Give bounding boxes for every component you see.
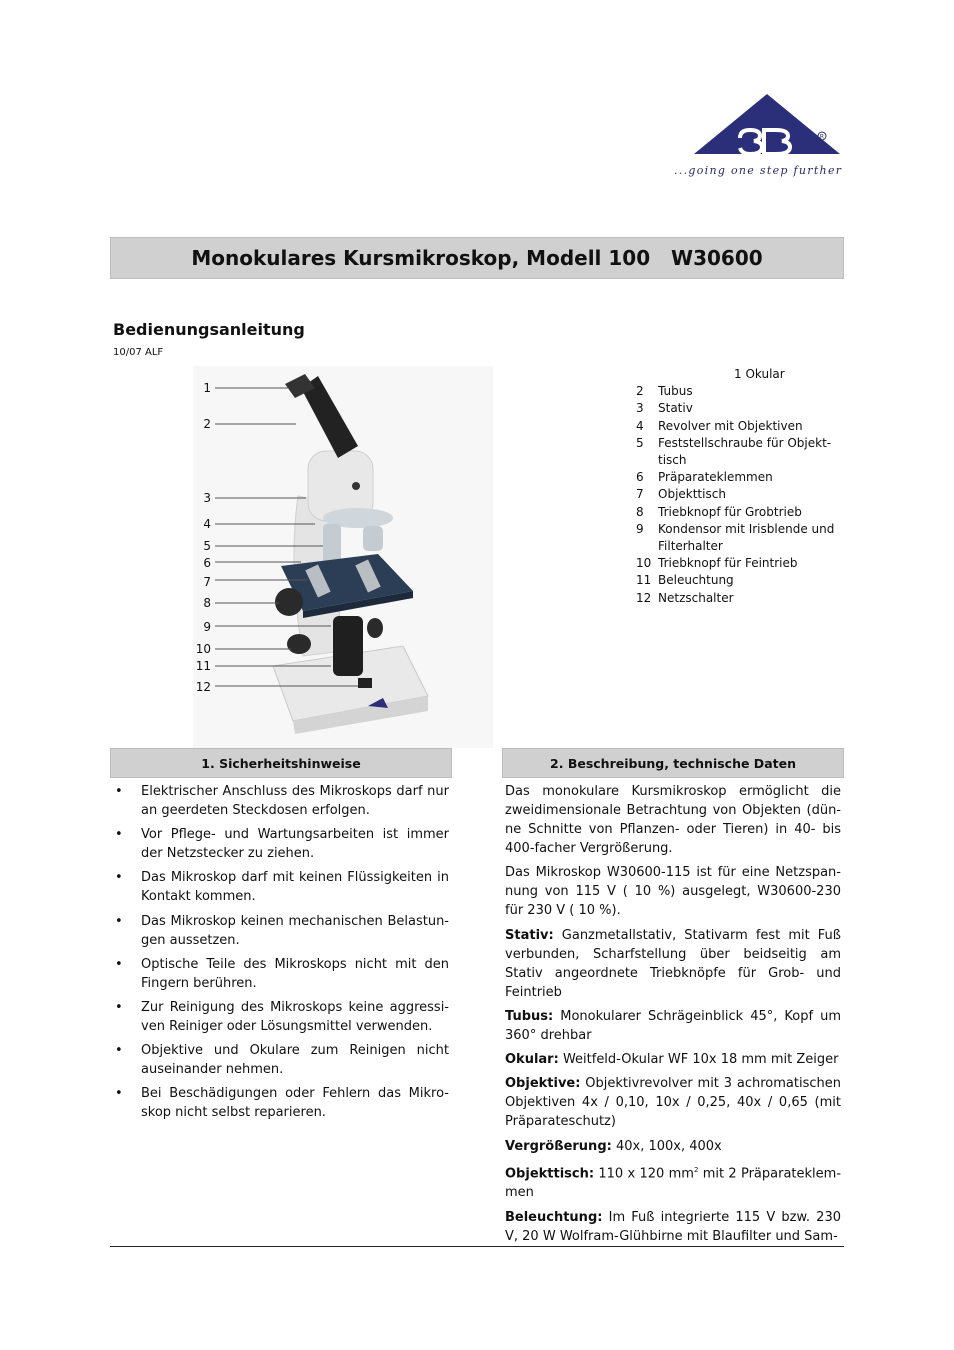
title-bar [110, 237, 844, 279]
list-item [113, 782, 449, 820]
legend-number: 9 [636, 521, 644, 536]
figure-label-11: 11 [195, 659, 211, 673]
legend-number: 5 [636, 435, 644, 450]
list-item-text: Optische Teile des Mikroskops nicht mit den Fingern berühren. [141, 956, 449, 991]
legend-text: Präparateklemmen [658, 470, 773, 485]
intro-paragraph: Das monokulare Kursmikroskop ermöglicht die zweidimensionale Betrachtung von Objekten (dün-ne Schnitte von Pflanzen- oder Tieren) in 40- bis 400-facher Vergrößerung. [505, 784, 841, 856]
list-item [113, 1084, 449, 1122]
legend-text: Beleuchtung [658, 573, 734, 588]
list-item [113, 825, 449, 863]
spec-tubus [505, 1007, 841, 1045]
spec-text: 110 x 120 mm [598, 1166, 694, 1182]
spec-beleuchtung [505, 1208, 841, 1246]
legend-text: Revolver mit Objektiven [658, 418, 803, 433]
list-item [113, 1041, 449, 1079]
figure-label-3: 3 [203, 491, 211, 505]
spec-text: Ganzmetallstativ, Stativarm fest mit Fuß verbunden, Scharfstellung über beidseitig am Stativ angeordnete Triebknöpfe für Grob- und Feintrieb [505, 927, 841, 1000]
figure-label-4: 4 [203, 517, 211, 531]
spec-label: Stativ: [505, 927, 554, 943]
document-title: Monokulares Kursmikroskop, Modell 100 W30600 [191, 246, 763, 270]
legend-text: Kondensor mit Irisblende und Filterhalter [658, 521, 835, 554]
figure-label-10: 10 [195, 642, 211, 656]
spec-text: 40x, 100x, 400x [615, 1138, 722, 1154]
legend-number: 12 [636, 590, 652, 605]
spec-label: Vergrößerung: [505, 1138, 612, 1154]
figure-label-5: 5 [203, 539, 211, 553]
legend-number: 6 [636, 470, 644, 485]
safety-list [113, 782, 449, 1128]
list-item-text: Vor Pflege- und Wartungsarbeiten ist immer der Netzstecker zu ziehen. [141, 827, 449, 862]
legend-number: 2 [636, 384, 644, 399]
legend-text: Netzschalter [658, 590, 734, 605]
legend-item [624, 572, 846, 589]
legend-number: 3 [636, 401, 644, 416]
legend-item [624, 504, 846, 521]
list-item [113, 912, 449, 950]
bullet-icon: • [115, 956, 123, 972]
spec-text: mit 2 Präparateklem-men [505, 1166, 842, 1201]
legend-number: 4 [636, 418, 644, 433]
microscope-figure [193, 366, 493, 748]
description-heading: 2. Beschreibung, technische Daten [502, 748, 844, 778]
legend-item: 1 Okular [734, 367, 785, 381]
legend-item [624, 469, 846, 486]
parts-legend [624, 366, 846, 607]
legend-item [624, 555, 846, 572]
list-item [113, 868, 449, 906]
date-code: 10/07 ALF [113, 347, 164, 358]
bullet-icon: • [115, 913, 123, 929]
spec-objektive [505, 1074, 841, 1131]
spec-stativ [505, 926, 841, 1002]
legend-text: Feststellschraube für Objekt-tisch [658, 435, 832, 468]
list-item-text: Das Mikroskop keinen mechanischen Belastun-gen aussetzen. [141, 913, 449, 948]
bullet-icon: • [115, 784, 123, 799]
spec-label: Okular: [505, 1052, 559, 1068]
bullet-icon: • [115, 999, 123, 1015]
list-item [113, 955, 449, 993]
legend-text: Objekttisch [658, 487, 726, 502]
list-item [113, 998, 449, 1036]
figure-label-1: 1 [203, 381, 211, 395]
list-item-text: Das Mikroskop darf mit keinen Flüssigkeiten in Kontakt kommen. [141, 870, 449, 905]
spec-text: Im Fuß integrierte 115 V bzw. 230 V, 20 W Wolfram-Glühbirne mit Blaufilter und Sam- [505, 1209, 841, 1244]
legend-text: Triebknopf für Grobtrieb [658, 504, 802, 519]
bullet-icon: • [115, 870, 123, 886]
legend-item [624, 435, 846, 469]
legend-item [624, 400, 846, 417]
spec-label: Beleuchtung: [505, 1209, 603, 1225]
bullet-icon: • [115, 1086, 123, 1102]
logo-tagline: ...going one step further [674, 164, 843, 177]
microscope-illustration [193, 366, 493, 748]
figure-label-6: 6 [203, 556, 211, 570]
bullet-icon: • [115, 827, 123, 843]
figure-label-9: 9 [203, 620, 211, 634]
spec-objekttisch [505, 1161, 841, 1202]
spec-text: Weitfeld-Okular WF 10x 18 mm mit Zeiger [562, 1052, 839, 1068]
spec-label: Tubus: [505, 1008, 554, 1024]
safety-heading: 1. Sicherheitshinweise [110, 748, 452, 778]
footer-divider [110, 1246, 844, 1247]
spec-label: Objektive: [505, 1076, 581, 1092]
legend-number: 7 [636, 487, 644, 502]
legend-number: 10 [636, 556, 652, 571]
spec-text: Monokularer Schrägeinblick 45°, Kopf um 360° drehbar [505, 1008, 841, 1043]
list-item-text: Elektrischer Anschluss des Mikroskops darf nur an geerdeten Steckdosen erfolgen. [141, 784, 449, 818]
figure-label-8: 8 [203, 596, 211, 610]
figure-label-7: 7 [203, 575, 211, 589]
voltage-paragraph: Das Mikroskop W30600-115 ist für eine Netzspan-nung von 115 V ( 10 %) ausgelegt, W30600-230 für 230 V ( 10 %). [505, 865, 841, 919]
bullet-icon: • [115, 1043, 123, 1059]
description-body [505, 782, 841, 1251]
legend-item [624, 521, 846, 555]
superscript: 2 [693, 1166, 699, 1175]
legend-number: 11 [636, 573, 652, 588]
spec-text: Objektivrevolver mit 3 achromatischen Objektiven 4x / 0,10, 10x / 0,25, 40x / 0,65 (mit Präparateschutz) [505, 1076, 841, 1130]
figure-label-2: 2 [203, 417, 211, 431]
svg-text:R: R [819, 133, 825, 141]
spec-vergroesserung [505, 1137, 841, 1156]
legend-item [624, 418, 846, 435]
legend-item [624, 590, 846, 607]
legend-text: Stativ [658, 401, 693, 416]
legend-item [624, 486, 846, 503]
list-item-text: Bei Beschädigungen oder Fehlern das Mikro-skop nicht selbst reparieren. [141, 1086, 449, 1121]
legend-number: 8 [636, 504, 644, 519]
list-item-text: Zur Reinigung des Mikroskops keine aggressi-ven Reiniger oder Lösungsmittel verwenden. [141, 999, 449, 1034]
spec-label: Objekttisch: [505, 1166, 595, 1182]
list-item-text: Objektive und Okulare zum Reinigen nicht auseinander nehmen. [141, 1043, 449, 1078]
legend-item [624, 383, 846, 400]
legend-text: Tubus [658, 384, 693, 399]
manual-heading: Bedienungsanleitung [113, 320, 305, 339]
spec-okular [505, 1050, 841, 1069]
figure-label-12: 12 [195, 680, 211, 694]
legend-text: Triebknopf für Feintrieb [658, 556, 798, 571]
